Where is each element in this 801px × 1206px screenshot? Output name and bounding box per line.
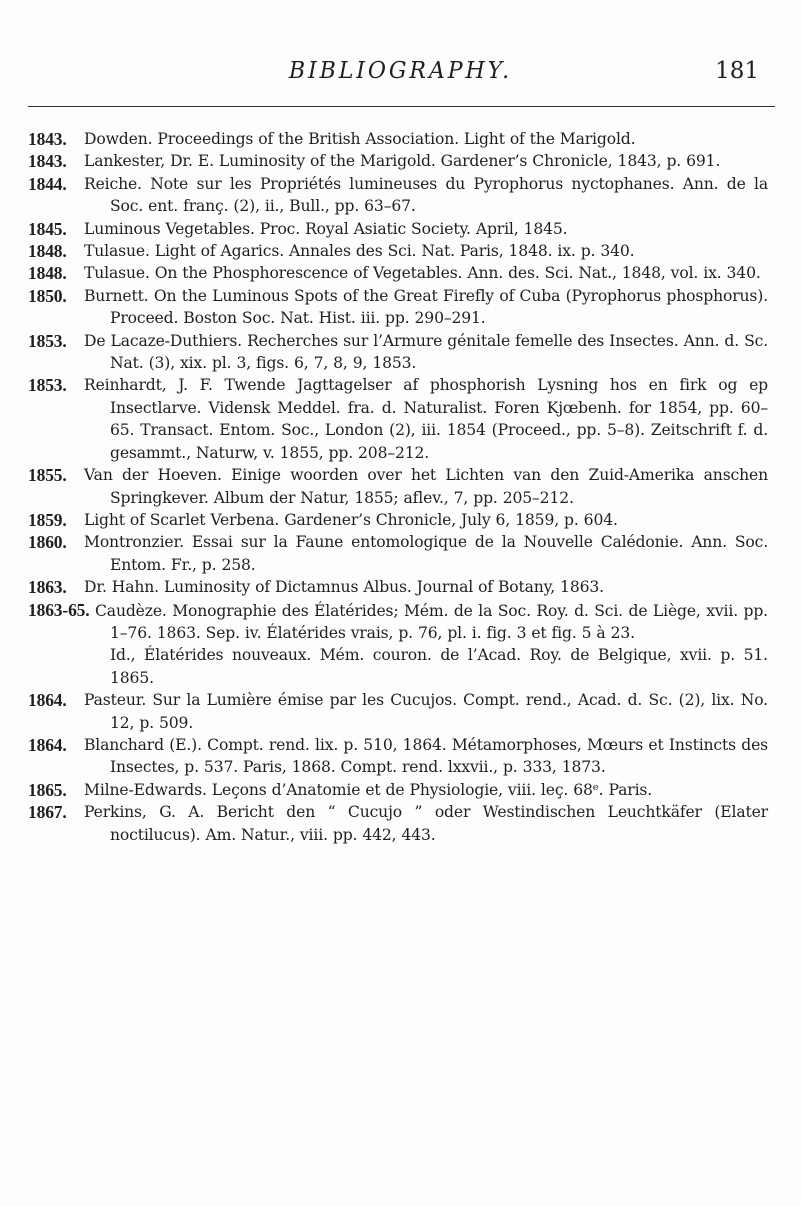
entry-text: Burnett. On the Luminous Spots of the Great Firefly of Cuba (Pyrophorus phosphorus). Proceed. Boston Soc. Nat. Hist. iii. pp. 290–291. (84, 286, 768, 328)
bibliography-entry (28, 173, 768, 218)
bibliography-entry (28, 599, 768, 645)
entry-year: 1844. (28, 173, 67, 194)
page-header (0, 56, 801, 96)
entry-text: Blanchard (E.). Compt. rend. lix. p. 510, 1864. Métamorphoses, Mœurs et Instincts des Insectes, p. 537. Paris, 1868. Compt. rend. lxxvii., p. 333, 1873. (84, 735, 768, 777)
entry-year: 1853. (28, 330, 67, 351)
bibliography-entry (28, 801, 768, 846)
bibliography-entry (28, 150, 768, 172)
bibliography-entry (28, 689, 768, 734)
entry-year: 1843. (28, 151, 67, 172)
bibliography-list (28, 128, 768, 846)
entry-text: Reinhardt, J. F. Twende Jagttagelser af phosphorish Lysning hos en firk og ep Insectlarve. Vidensk Meddel. fra. d. Naturalist. Foren Kjœbenh. for 1854, pp. 60–65. Transact. Entom. Soc., London (2), iii. 1854 (Proceed., pp. 5–8). Zeitschrift f. d. gesammt., Naturw, v. 1855, pp. 208–212. (84, 376, 768, 462)
entry-year: 1867. (28, 802, 67, 823)
bibliography-entry (28, 262, 768, 284)
entry-text: Pasteur. Sur la Lumière émise par les Cucujos. Compt. rend., Acad. d. Sc. (2), lix. No. 12, p. 509. (84, 691, 768, 732)
header-rule (28, 106, 775, 107)
entry-year: 1860. (28, 532, 67, 553)
entry-year: 1863. (28, 577, 67, 598)
entry-text: Reiche. Note sur les Propriétés lumineuses du Pyrophorus nyctophanes. Ann. de la Soc. ent. franç. (2), ii., Bull., pp. 63–67. (84, 174, 768, 216)
entry-text: Montronzier. Essai sur la Faune entomologique de la Nouvelle Calédonie. Ann. Soc. Entom. Fr., p. 258. (84, 533, 768, 574)
entry-year: 1863-65. (28, 599, 90, 620)
entry-text: Luminous Vegetables. Proc. Royal Asiatic Society. April, 1845. (84, 219, 568, 238)
entry-year: 1848. (28, 263, 67, 284)
bibliography-entry (28, 240, 768, 262)
entry-text: Milne-Edwards. Leçons d’Anatomie et de Physiologie, viii. leç. 68ᵉ. Paris. (84, 780, 653, 799)
bibliography-entry (28, 464, 768, 509)
entry-year: 1865. (28, 779, 67, 800)
entry-text: Light of Scarlet Verbena. Gardener’s Chronicle, July 6, 1859, p. 604. (84, 510, 618, 529)
entry-text: Perkins, G. A. Bericht den “ Cucujo ” oder Westindischen Leuchtkäfer (Elater noctilucus). Am. Natur., viii. pp. 442, 443. (84, 803, 768, 844)
running-title: BIBLIOGRAPHY. (288, 58, 513, 84)
bibliography-entry (28, 128, 768, 150)
bibliography-entry (28, 374, 768, 464)
page-number: 181 (715, 58, 759, 84)
entry-year: 1843. (28, 129, 67, 149)
entry-text: De Lacaze-Duthiers. Recherches sur l’Armure génitale femelle des Insectes. Ann. d. Sc. Nat. (3), xix. pl. 3, figs. 6, 7, 8, 9, 1853. (84, 331, 768, 373)
entry-text: Dr. Hahn. Luminosity of Dictamnus Albus. Journal of Botany, 1863. (84, 578, 604, 597)
bibliography-entry (28, 576, 768, 598)
bibliography-entry (28, 531, 768, 576)
entry-text: Lankester, Dr. E. Luminosity of the Marigold. Gardener’s Chronicle, 1843, p. 691. (84, 152, 721, 171)
entry-year: 1864. (28, 734, 67, 755)
entry-year: 1850. (28, 285, 67, 306)
entry-year: 1864. (28, 690, 67, 711)
entry-text: Tulasue. On the Phosphorescence of Vegetables. Ann. des. Sci. Nat., 1848, vol. ix. 340. (84, 264, 761, 283)
bibliography-entry (28, 330, 768, 375)
entry-text: Caudèze. Monographie des Élatérides; Mém. de la Soc. Roy. d. Sci. de Liège, xvii. pp. 1–76. 1863. Sep. iv. Élatérides vrais, p. 76, pl. i. fig. 3 et fig. 5 à 23. (95, 601, 768, 642)
entry-year: 1855. (28, 465, 67, 486)
entry-year: 1848. (28, 241, 67, 262)
entry-text: Dowden. Proceedings of the British Association. Light of the Marigold. (84, 130, 636, 148)
entry-year: 1859. (28, 509, 67, 530)
bibliography-entry-continuation (28, 644, 768, 689)
entry-text: Van der Hoeven. Einige woorden over het Lichten van den Zuid-Amerika anschen Springkever. Album der Natur, 1855; aflev., 7, pp. 205–212. (84, 466, 768, 507)
bibliography-entry (28, 779, 768, 801)
entry-text: Tulasue. Light of Agarics. Annales des Sci. Nat. Paris, 1848. ix. p. 340. (84, 242, 635, 261)
entry-text: Id., Élatérides nouveaux. Mém. couron. de l’Acad. Roy. de Belgique, xvii. p. 51. 1865. (110, 646, 768, 687)
bibliography-entry (28, 509, 768, 531)
bibliography-entry (28, 285, 768, 330)
entry-year: 1853. (28, 375, 67, 396)
entry-year: 1845. (28, 218, 67, 239)
bibliography-entry (28, 734, 768, 779)
bibliography-entry (28, 218, 768, 240)
